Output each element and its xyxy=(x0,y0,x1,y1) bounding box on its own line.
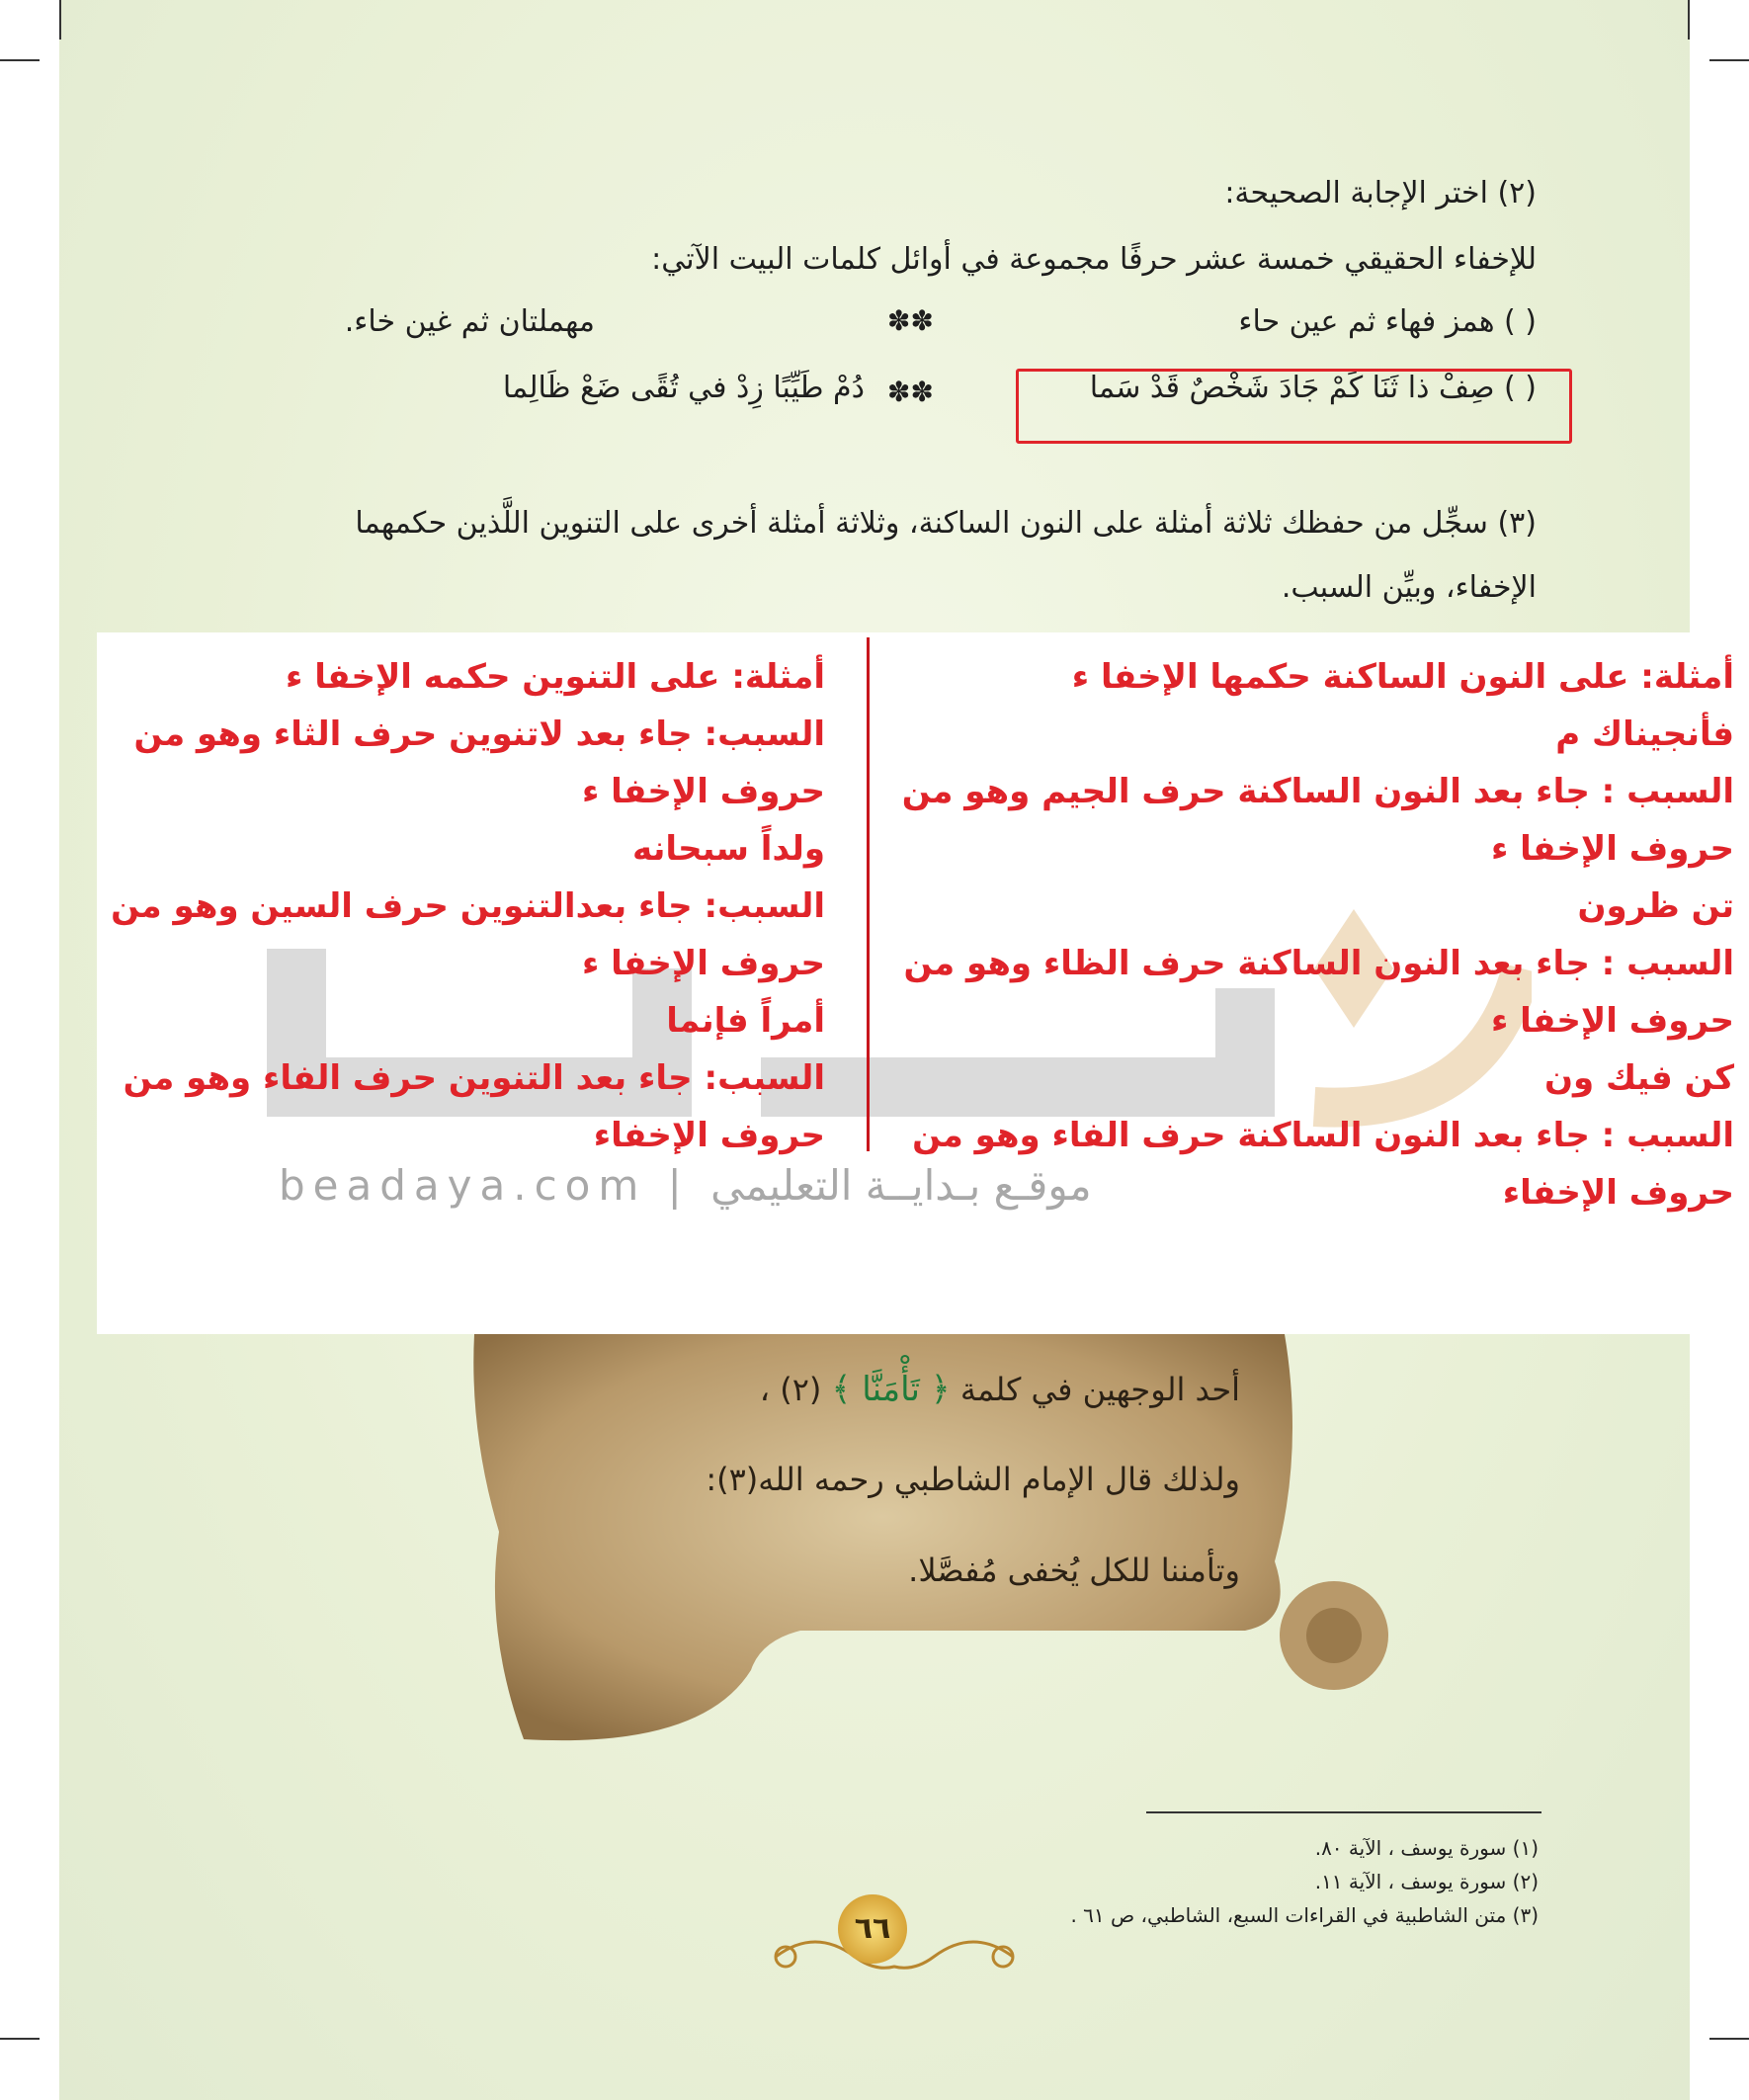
scroll-line-3: وتأمننا للكل يُخفى مُفصَّلا. xyxy=(908,1552,1240,1589)
option-2-second-half: دُمْ طَيِّبًا زِدْ في تُقًى ضَعْ ظَالِما xyxy=(502,371,865,405)
answer-line: حروف الإخفا ء xyxy=(581,944,825,983)
answer-column-tanween xyxy=(94,648,825,1164)
answer-line: أمراً فإنما xyxy=(666,1001,825,1041)
answer-line: حروف الإخفا ء xyxy=(1490,1001,1734,1041)
question-2-heading: (٢) اختر الإجابة الصحيحة: xyxy=(1224,176,1537,210)
option-1-first-half: ( ) همز فهاء ثم عين حاء xyxy=(1238,304,1537,339)
selected-answer-box xyxy=(1016,369,1572,444)
answer-line: السبب: جاء بعد التنوين حرف الفاء وهو من xyxy=(123,1058,825,1098)
crop-mark xyxy=(1709,59,1749,61)
answer-line: أمثلة: على النون الساكنة حكمها الإخفا ء xyxy=(1071,657,1734,697)
answer-column-noon xyxy=(884,648,1734,1221)
answer-line: ولداً سبحانه xyxy=(631,829,825,869)
crop-mark xyxy=(1688,0,1690,40)
crop-mark xyxy=(0,59,40,61)
quran-word: ﴿ تَأْمَنَّا ﴾ xyxy=(831,1370,951,1409)
option-1-second-half: مهملتان ثم غين خاء. xyxy=(344,304,595,339)
answer-line: تن ظرون xyxy=(1577,886,1734,926)
footnote-3: (٣) متن الشاطبية في القراءات السبع، الشاطبي، ص ٦١ . xyxy=(1070,1903,1539,1927)
answer-line: فأنجيناك م xyxy=(1555,714,1734,754)
answer-line: حروف الإخفاء xyxy=(1502,1173,1734,1213)
answer-line: حروف الإخفا ء xyxy=(1490,829,1734,869)
option-2-first-half: ( ) صِفْ ذا ثَنَا كَمْ جَادَ شَخْصٌ قَدْ سَما xyxy=(1089,371,1537,405)
question-3-line-2: الإخفاء، وبيِّن السبب. xyxy=(1281,570,1537,605)
answer-line: حروف الإخفاء xyxy=(593,1116,825,1155)
footnote-2: (٢) سورة يوسف ، الآية ١١. xyxy=(1314,1870,1539,1893)
verse-separator: ✽✽ xyxy=(887,376,934,408)
answer-line: حروف الإخفا ء xyxy=(581,772,825,811)
footnote-1: (١) سورة يوسف ، الآية ٨٠. xyxy=(1314,1836,1539,1860)
answer-line: السبب: جاء بعدالتنوين حرف السين وهو من xyxy=(111,886,825,926)
footnote-rule xyxy=(1146,1811,1541,1813)
watermark-text: beadaya.com | موقـع بـدايــة التعليمي xyxy=(279,1161,1092,1210)
answer-line: السبب : جاء بعد النون الساكنة حرف الظاء وهو من xyxy=(903,944,1734,983)
answer-line: السبب : جاء بعد النون الساكنة حرف الجيم وهو من xyxy=(901,772,1734,811)
question-3-line-1: (٣) سجِّل من حفظك ثلاثة أمثلة على النون الساكنة، وثلاثة أمثلة أخرى على التنوين اللَّذين حكمهما xyxy=(355,506,1537,541)
page-number: ٦٦ xyxy=(838,1894,907,1964)
crop-mark xyxy=(1709,2038,1749,2040)
crop-mark xyxy=(59,0,61,40)
scroll-line-1-text: أحد الوجهين في كلمة xyxy=(959,1371,1240,1408)
scroll-line-1 xyxy=(760,1369,1240,1409)
answer-column-divider xyxy=(867,637,870,1151)
answer-line: كن فيك ون xyxy=(1544,1058,1734,1098)
answer-line: السبب : جاء بعد النون الساكنة حرف الفاء وهو من xyxy=(912,1116,1734,1155)
scroll-line-1-footnote: (٢) ، xyxy=(759,1371,822,1408)
answer-line: أمثلة: على التنوين حكمه الإخفا ء xyxy=(285,657,825,697)
verse-separator: ✽✽ xyxy=(887,304,934,337)
answer-line: السبب: جاء بعد لاتنوين حرف الثاء وهو من xyxy=(133,714,825,754)
question-2-intro: للإخفاء الحقيقي خمسة عشر حرفًا مجموعة في أوائل كلمات البيت الآتي: xyxy=(651,242,1537,277)
crop-mark xyxy=(0,2038,40,2040)
scroll-line-2: ولذلك قال الإمام الشاطبي رحمه الله(٣): xyxy=(706,1461,1240,1498)
